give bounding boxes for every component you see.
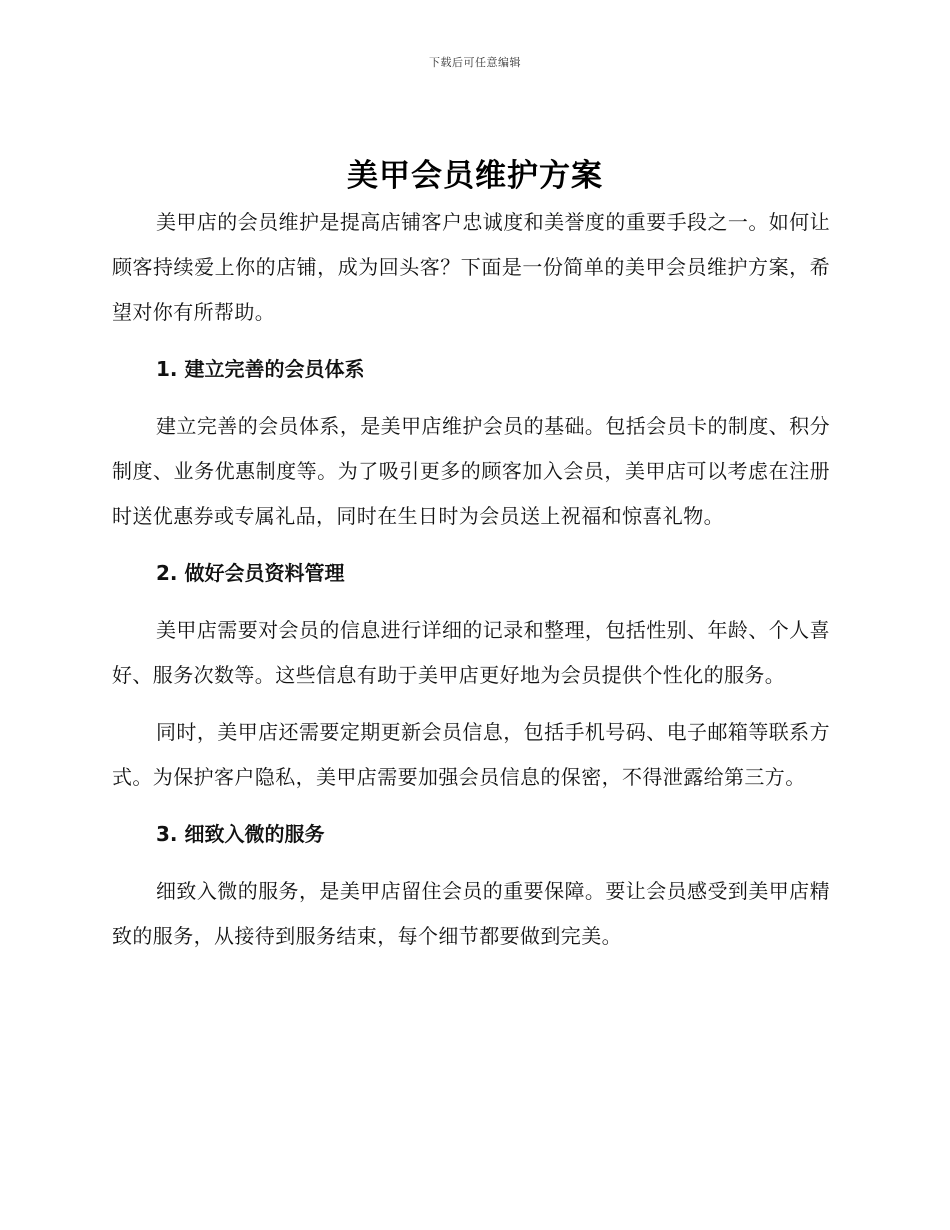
- header-note: 下载后可任意编辑: [429, 56, 521, 69]
- section-heading-1: 1. 建立完善的会员体系: [156, 357, 365, 381]
- section-1-paragraph-1: 建立完善的会员体系，是美甲店维护会员的基础。包括会员卡的制度、积分制度、业务优惠制度等。为了吸引更多的顾客加入会员，美甲店可以考虑在注册时送优惠券或专属礼品，同时在生日时为会员送上祝福和惊喜礼物。: [112, 414, 830, 528]
- section-heading-2: 2. 做好会员资料管理: [156, 561, 345, 585]
- section-3-paragraph-1: 细致入微的服务，是美甲店留住会员的重要保障。要让会员感受到美甲店精致的服务，从接待到服务结束，每个细节都要做到完美。: [112, 879, 830, 948]
- section-heading-3: 3. 细致入微的服务: [156, 822, 325, 846]
- section-2-paragraph-2: 同时，美甲店还需要定期更新会员信息，包括手机号码、电子邮箱等联系方式。为保护客户隐私，美甲店需要加强会员信息的保密，不得泄露给第三方。: [112, 720, 830, 789]
- intro-paragraph: 美甲店的会员维护是提高店铺客户忠诚度和美誉度的重要手段之一。如何让顾客持续爱上你的店铺，成为回头客？下面是一份简单的美甲会员维护方案，希望对你有所帮助。: [112, 210, 830, 324]
- section-2-paragraph-1: 美甲店需要对会员的信息进行详细的记录和整理，包括性别、年龄、个人喜好、服务次数等。这些信息有助于美甲店更好地为会员提供个性化的服务。: [112, 618, 830, 687]
- document-body: [112, 200, 830, 959]
- page-title: 美甲会员维护方案: [347, 158, 603, 194]
